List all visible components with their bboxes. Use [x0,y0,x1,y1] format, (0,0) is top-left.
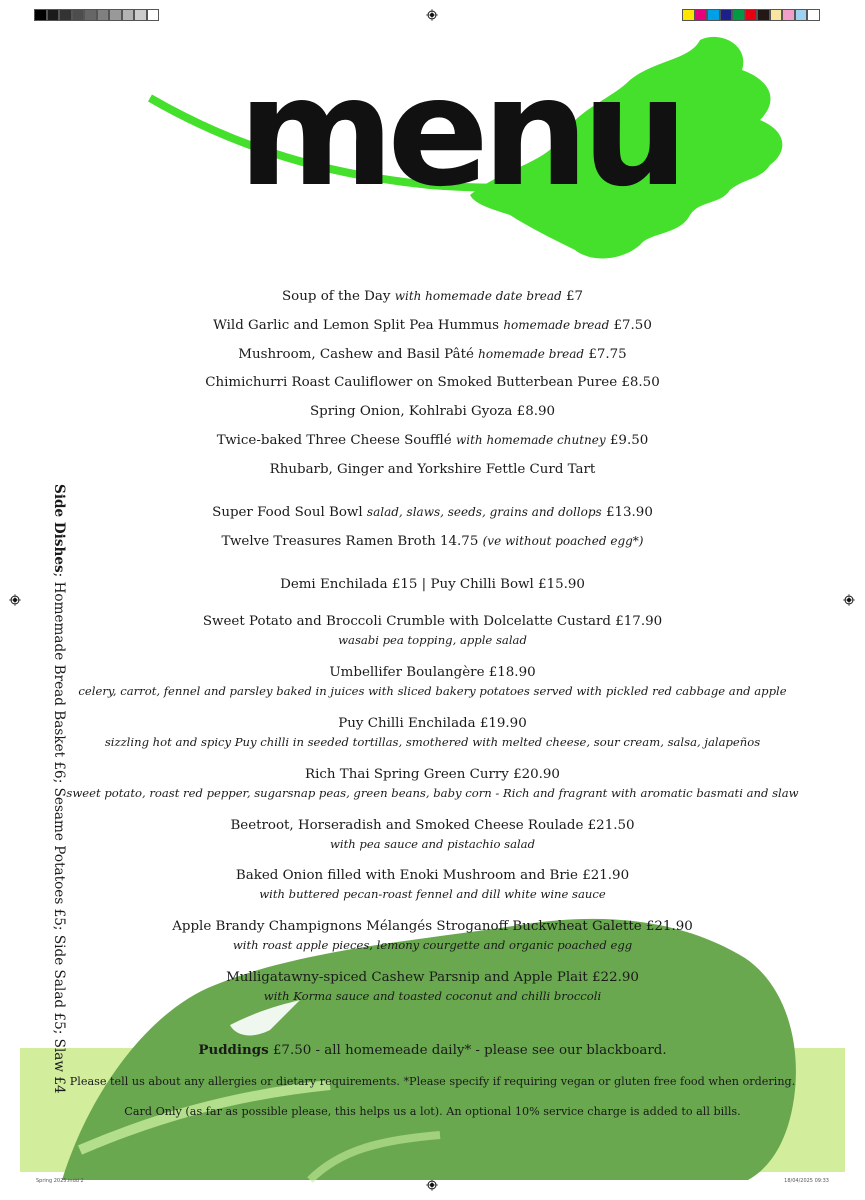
menu-item: Super Food Soul Bowl salad, slaws, seeds, grains and dollops £13.90 [212,505,653,520]
main-item-desc: sweet potato, roast red pepper, sugarsnap peas, green beans, baby corn - Rich and fragrant with aromatic basmati and slaw [66,786,799,800]
payment-note: Card Only (as far as possible please, this helps us a lot). An optional 10% service charge is added to all bills. [124,1105,741,1118]
main-item-desc: sizzling hot and spicy Puy chilli in seeded tortillas, smothered with melted cheese, sour cream, salsa, jalapeños [104,735,761,749]
menu-item: Twice-baked Three Cheese Soufflé with homemade chutney £9.50 [216,433,649,448]
main-item-desc: with buttered pecan-roast fennel and dill white wine sauce [259,887,606,901]
main-item-desc: wasabi pea topping, apple salad [338,633,527,647]
main-item-name: Umbellifer Boulangère £18.90 [329,665,536,680]
main-item-desc: with pea sauce and pistachio salad [329,837,536,851]
side-dishes: Side Dishes; Homemade Bread Basket £6; Sesame Potatoes £5; Side Salad £5; Slaw £4 [51,484,67,1094]
page-title: menu [238,46,682,220]
main-item-desc: with roast apple pieces, lemony courgette and organic poached egg [232,938,633,952]
menu-item: Wild Garlic and Lemon Split Pea Hummus homemade bread £7.50 [213,318,652,333]
main-item-name: Mulligatawny-spiced Cashew Parsnip and Apple Plait £22.90 [226,970,639,985]
menu-item: Chimichurri Roast Cauliflower on Smoked Butterbean Puree £8.50 [205,375,660,390]
slug-file: Spring 2025.indd 2 [36,1178,84,1184]
menu-item: Rhubarb, Ginger and Yorkshire Fettle Curd Tart [269,462,596,477]
menu-item: Demi Enchilada £15 | Puy Chilli Bowl £15.90 [280,577,585,592]
main-item-desc: with Korma sauce and toasted coconut and chilli broccoli [263,989,602,1003]
menu-item: Twelve Treasures Ramen Broth 14.75 (ve without poached egg*) [221,534,644,549]
main-item-name: Apple Brandy Champignons Mélangés Stroganoff Buckwheat Galette £21.90 [172,919,693,934]
main-item-desc: celery, carrot, fennel and parsley baked in juices with sliced bakery potatoes served with pickled red cabbage and apple [78,684,787,698]
main-item-name: Sweet Potato and Broccoli Crumble with Dolcelatte Custard £17.90 [202,614,663,629]
main-item-name: Beetroot, Horseradish and Smoked Cheese Roulade £21.50 [230,818,635,833]
puddings-line: Puddings £7.50 - all homemeade daily* - please see our blackboard. [198,1042,667,1058]
slug-date: 18/04/2025 09:33 [784,1178,829,1184]
menu-item: Mushroom, Cashew and Basil Pâté homemade bread £7.75 [238,347,627,362]
main-item-name: Puy Chilli Enchilada £19.90 [338,716,527,731]
main-item-name: Rich Thai Spring Green Curry £20.90 [305,767,560,782]
menu-item: Soup of the Day with homemade date bread £7 [282,289,583,304]
menu-item: Spring Onion, Kohlrabi Gyoza £8.90 [309,404,556,419]
allergy-note: Please tell us about any allergies or dietary requirements. *Please specify if requiring vegan or gluten free food when ordering. [69,1075,796,1088]
main-item-name: Baked Onion filled with Enoki Mushroom and Brie £21.90 [235,868,630,883]
